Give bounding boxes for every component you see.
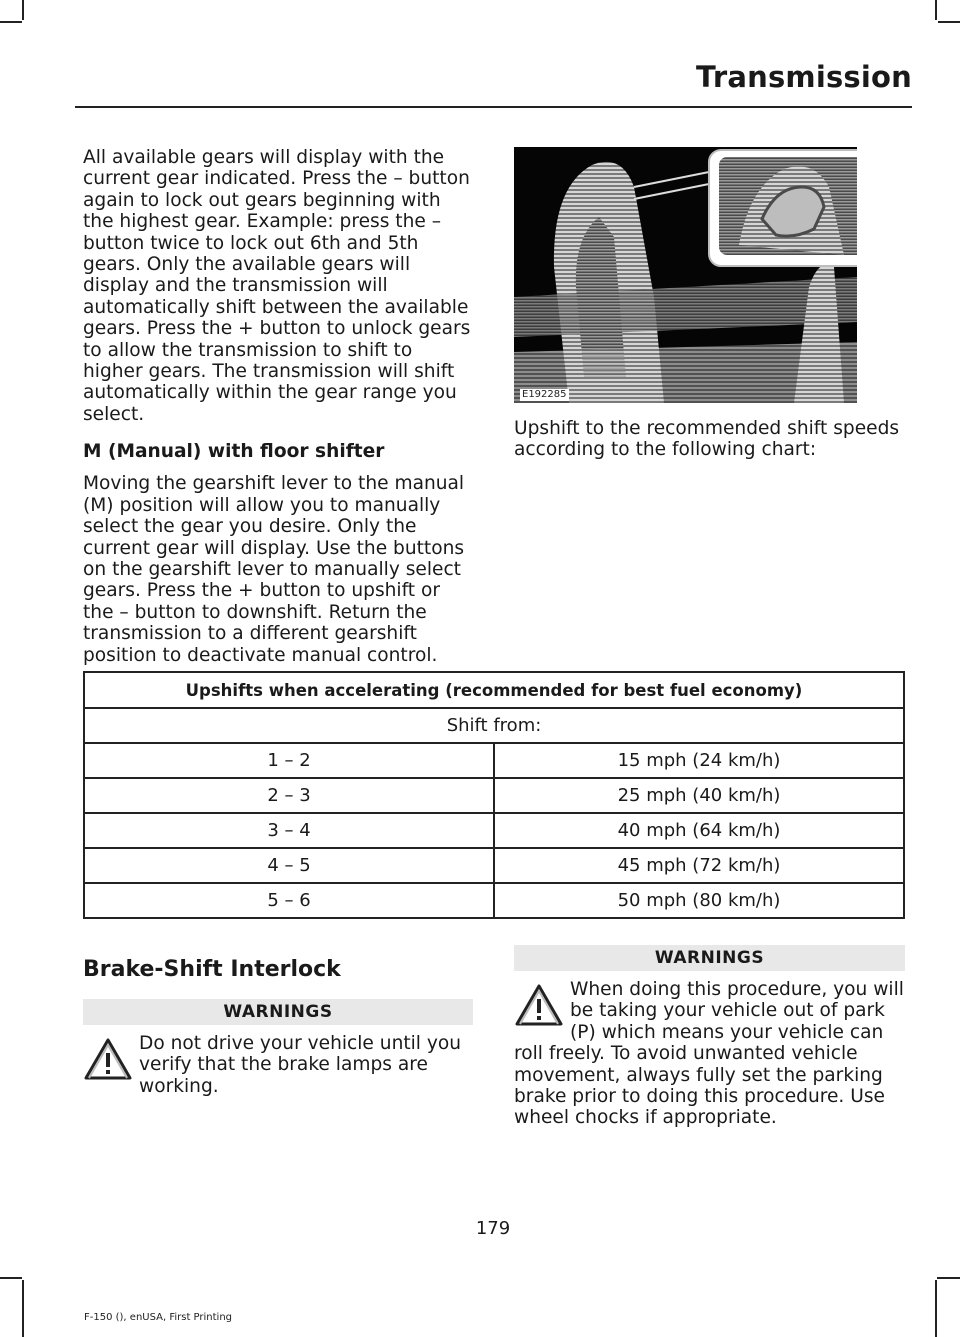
speed-cell: 50 mph (80 km/h)	[494, 883, 904, 918]
speed-cell: 25 mph (40 km/h)	[494, 778, 904, 813]
crop-mark	[938, 21, 960, 23]
crop-mark	[0, 1277, 22, 1279]
warning-triangle-icon	[83, 1037, 133, 1081]
warning-text: When doing this procedure, you will be taking your vehicle out of park (P) which means your vehicle can roll freely. To avoid unwanted vehicle movement, always fully set the parking brake prior to doing this procedure. Use wheel chocks if appropriate.	[514, 979, 904, 1129]
warning-text: Do not drive your vehicle until you verify that the brake lamps are working.	[139, 1033, 462, 1097]
gear-cell: 4 – 5	[84, 848, 494, 883]
crop-mark	[22, 1280, 24, 1337]
gear-cell: 2 – 3	[84, 778, 494, 813]
warning-body	[514, 979, 905, 1129]
table-subheader-row	[84, 708, 904, 743]
crop-mark	[935, 0, 937, 20]
warning-box-right	[514, 945, 905, 1129]
table-subheader: Shift from:	[84, 708, 904, 743]
warning-box-left	[83, 999, 473, 1097]
speed-cell: 15 mph (24 km/h)	[494, 743, 904, 778]
figure-id: E192285	[522, 389, 567, 400]
gear-cell: 5 – 6	[84, 883, 494, 918]
title-divider	[75, 106, 912, 108]
chart-intro-paragraph: Upshift to the recommended shift speeds according to the following chart:	[514, 418, 900, 461]
crop-mark	[22, 0, 24, 20]
warning-label: WARNINGS	[83, 999, 473, 1025]
table-title: Upshifts when accelerating (recommended for best fuel economy)	[84, 672, 904, 708]
gearshift-figure	[514, 147, 857, 403]
intro-paragraph: All available gears will display with the current gear indicated. Press the – button again to lock out gears beginning with the highest gear. Example: press the – button twice to lock out 6th and 5th gears. Only the available gears will display and the transmission will automatically shift between the available gears. Press the + button to unlock gears to allow the transmission to shift to higher gears. The transmission will shift automatically within the gear range you select.	[83, 147, 471, 425]
left-column	[83, 147, 475, 682]
warning-body	[83, 1033, 473, 1097]
table-title-row	[84, 672, 904, 708]
table-row	[84, 883, 904, 918]
crop-mark	[937, 1277, 960, 1279]
section-heading: M (Manual) with floor shifter	[83, 441, 385, 463]
manual-paragraph: Moving the gearshift lever to the manual (M) position will allow you to manually select the gear you desire. Only the current gear will display. Use the buttons on the gearshift lever to manually select gears. Press the + button to upshift or the – button to downshift. Return the transmission to a different gearshift position to deactivate manual control.	[83, 473, 465, 666]
footer-text: F-150 (), enUSA, First Printing	[84, 1312, 233, 1323]
gear-cell: 1 – 2	[84, 743, 494, 778]
table-row	[84, 813, 904, 848]
gearshift-lever-illustration	[514, 147, 857, 403]
speed-cell: 45 mph (72 km/h)	[494, 848, 904, 883]
gear-cell: 3 – 4	[84, 813, 494, 848]
upshift-table	[83, 671, 905, 919]
table-row	[84, 778, 904, 813]
brake-shift-heading: Brake-Shift Interlock	[83, 957, 341, 982]
crop-mark	[0, 21, 22, 23]
speed-cell: 40 mph (64 km/h)	[494, 813, 904, 848]
warning-triangle-icon	[514, 983, 564, 1027]
table-row	[84, 848, 904, 883]
page-number: 179	[475, 1218, 511, 1239]
page-title: Transmission	[696, 60, 912, 94]
right-column	[514, 147, 906, 477]
table-row	[84, 743, 904, 778]
crop-mark	[935, 1280, 937, 1337]
warning-label: WARNINGS	[514, 945, 905, 971]
